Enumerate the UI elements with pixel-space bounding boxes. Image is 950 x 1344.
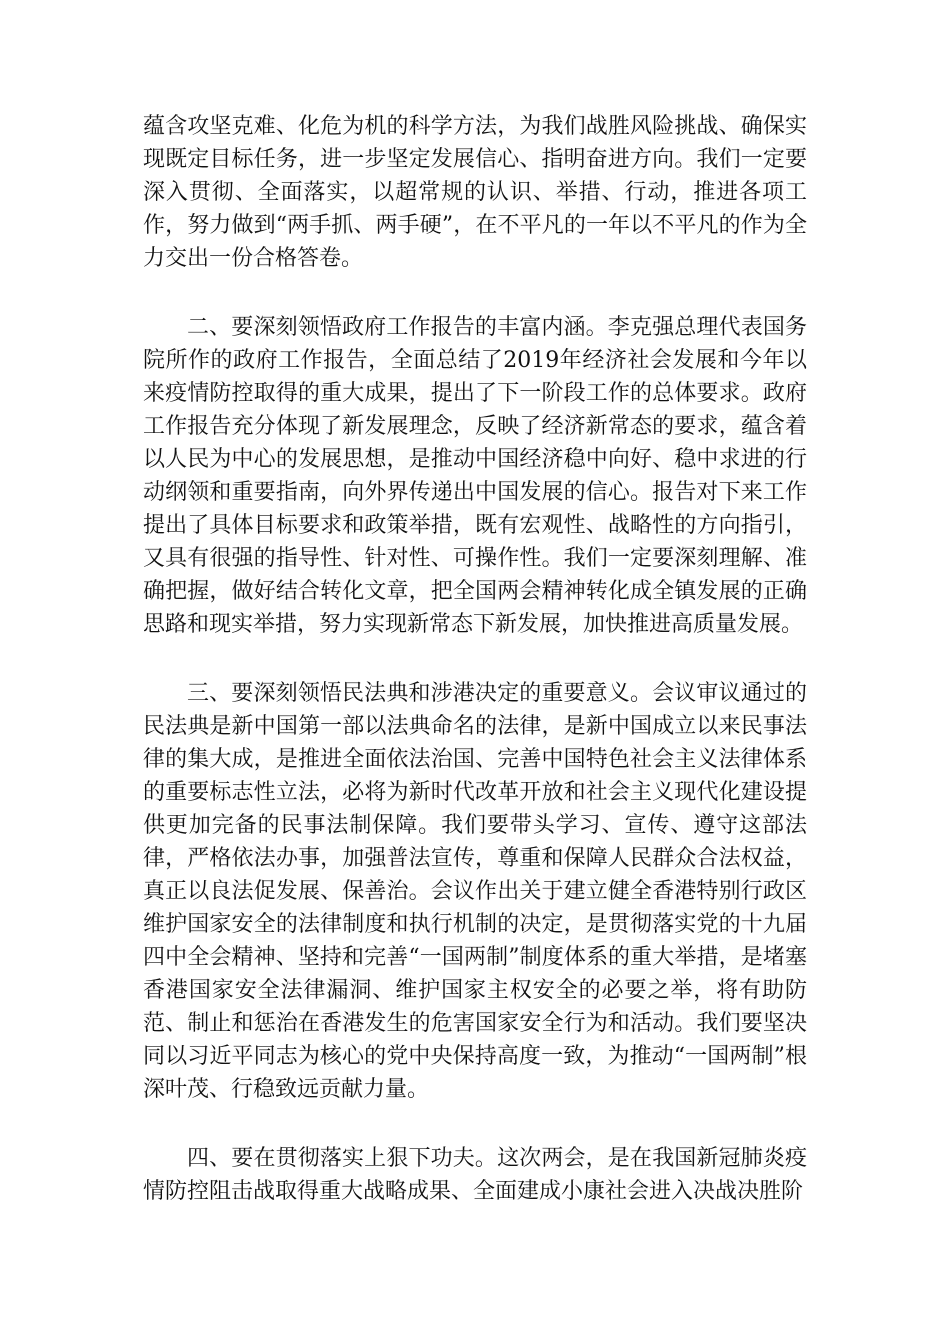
- paragraph-continued: 蕴含攻坚克难、化危为机的科学方法，为我们战胜风险挑战、确保实现既定目标任务，进一步坚定发展信心、指明奋进方向。我们一定要深入贯彻、全面落实，以超常规的认识、举措、行动，推进各项工作，努力做到“两手抓、两手硬”，在不平凡的一年以不平凡的作为全力交出一份合格答卷。: [143, 114, 807, 271]
- paragraph-section-three: 三、要深刻领悟民法典和涉港决定的重要意义。会议审议通过的民法典是新中国第一部以法典命名的法律，是新中国成立以来民事法律的集大成，是推进全面依法治国、完善中国特色社会主义法律体系的重要标志性立法，必将为新时代改革开放和社会主义现代化建设提供更加完备的民事法制保障。我们要带头学习、宣传、遵守这部法律，严格依法办事，加强普法宣传，尊重和保障人民群众合法权益，真正以良法促发展、保善治。会议作出关于建立健全香港特别行政区维护国家安全的法律制度和执行机制的决定，是贯彻落实党的十九届四中全会精神、坚持和完善“一国两制”制度体系的重大举措，是堵塞香港国家安全法律漏洞、维护国家主权安全的必要之举，将有助防范、制止和惩治在香港发生的危害国家安全行为和活动。我们要坚决同以习近平同志为核心的党中央保持高度一致，为推动“一国两制”根深叶茂、行稳致远贡献力量。: [143, 681, 807, 1102]
- paragraph-section-four: 四、要在贯彻落实上狠下功夫。这次两会，是在我国新冠肺炎疫情防控阻击战取得重大战略成果、全面建成小康社会进入决战决胜阶: [143, 1146, 807, 1204]
- paragraph-section-two: 二、要深刻领悟政府工作报告的丰富内涵。李克强总理代表国务院所作的政府工作报告，全面总结了2019年经济社会发展和今年以来疫情防控取得的重大成果，提出了下一阶段工作的总体要求。政府工作报告充分体现了新发展理念，反映了经济新常态的要求，蕴含着以人民为中心的发展思想，是推动中国经济稳中向好、稳中求进的行动纲领和重要指南，向外界传递出中国发展的信心。报告对下来工作提出了具体目标要求和政策举措，既有宏观性、战略性的方向指引，又具有很强的指导性、针对性、可操作性。我们一定要深刻理解、准确把握，做好结合转化文章，把全国两会精神转化成全镇发展的正确思路和现实举措，努力实现新常态下新发展，加快推进高质量发展。: [143, 315, 807, 637]
- document-body: [143, 110, 807, 1208]
